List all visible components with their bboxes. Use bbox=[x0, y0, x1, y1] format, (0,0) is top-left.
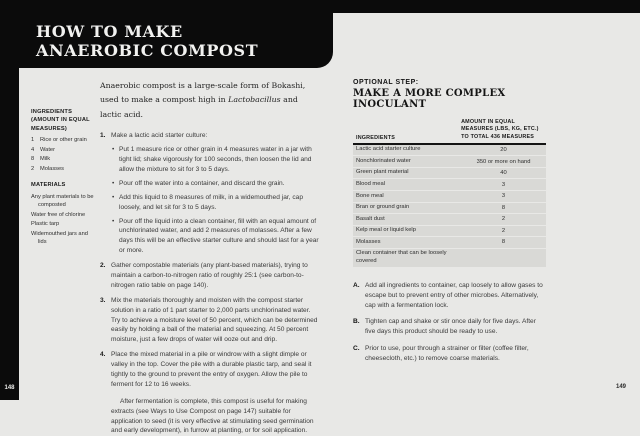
column-header-ingredients: INGREDIENTS bbox=[356, 134, 396, 141]
numbered-steps bbox=[100, 131, 319, 389]
page-title bbox=[36, 23, 333, 61]
material-item: Water free of chlorine bbox=[31, 211, 86, 218]
bullet-item: • Put 1 measure rice or other grain in 4 measures water in a jar with tight lid; shake vigorously for 100 seconds, then loosen the lid and allow the mixture to sit for 3 to 5 days. bbox=[111, 145, 319, 175]
step-4 bbox=[100, 350, 319, 390]
ingredient-qty: 2 bbox=[31, 166, 35, 173]
step-1-bullets bbox=[111, 145, 319, 256]
table-row bbox=[353, 168, 546, 180]
table-row bbox=[353, 203, 546, 215]
ingredient-item bbox=[31, 155, 95, 163]
lettered-steps bbox=[353, 281, 546, 364]
ingredient-name: Molasses bbox=[40, 166, 65, 173]
cell-ingredient: Bran or ground grain bbox=[356, 204, 410, 211]
step-2 bbox=[100, 261, 319, 291]
page-title-line1: HOW TO MAKE bbox=[36, 22, 183, 41]
ingredient-item bbox=[31, 165, 95, 173]
ingredient-name: Milk bbox=[40, 156, 51, 163]
cell-ingredient: Kelp meal or liquid kelp bbox=[356, 227, 416, 234]
material-item: Plastic tarp bbox=[31, 221, 60, 228]
intro-text-pre: Anaerobic compost is a large-scale form of Bokashi, used to make a compost high in bbox=[100, 81, 306, 105]
ingredient-qty: 1 bbox=[31, 136, 35, 143]
ingredients-heading: INGREDIENTS (AMOUNT IN EQUAL MEASURES) bbox=[31, 109, 90, 132]
cell-ingredient: Basalt dust bbox=[356, 215, 385, 222]
page-title-line2: ANAEROBIC COMPOST bbox=[36, 40, 259, 60]
table-row bbox=[353, 179, 546, 191]
step-text: Tighten cap and shake or stir once daily for five days. After five days this product should be ready to use. bbox=[365, 318, 536, 336]
cell-amount: 8 bbox=[501, 239, 506, 246]
step-number: 3. bbox=[100, 296, 106, 304]
cell-amount: 350 or more on hand bbox=[476, 158, 531, 165]
cell-ingredient: Nonchlorinated water bbox=[356, 157, 411, 164]
cell-ingredient: Bone meal bbox=[356, 192, 384, 199]
step-text: Prior to use, pour through a strainer or filter (coffee filter, cheesecloth, etc.) to remove coarse materials. bbox=[365, 345, 529, 363]
step-number: 1. bbox=[100, 132, 106, 140]
ingredients-sidebar bbox=[31, 108, 95, 248]
ingredient-name: Water bbox=[40, 146, 55, 153]
closing-paragraph: After fermentation is complete, this compost is useful for making extracts (see Ways to Use Compost on page 147) suitable for application to seed (it is very effective at stimulating seed germination and early development), in furrow at planting, or for soil application. bbox=[111, 397, 314, 435]
cell-amount: 20 bbox=[500, 147, 507, 154]
table-header-row bbox=[353, 119, 546, 145]
cell-ingredient: Molasses bbox=[356, 238, 381, 245]
inoculant-table bbox=[353, 119, 546, 268]
step-text: Make a lactic acid starter culture: bbox=[111, 132, 208, 140]
cell-amount: 3 bbox=[501, 193, 506, 200]
optional-step-column bbox=[353, 79, 546, 371]
cell-amount: 40 bbox=[500, 170, 507, 177]
chapter-header bbox=[0, 0, 333, 68]
instructions-column bbox=[100, 79, 319, 436]
intro-text-post: and lactic acid. bbox=[100, 95, 298, 119]
step-letter: C. bbox=[353, 345, 360, 353]
table-row bbox=[353, 237, 546, 249]
material-item: Any plant materials to be composted bbox=[31, 193, 94, 208]
bullet-item: • Pour off the water into a container, and discard the grain. bbox=[111, 179, 319, 189]
intro-text-italic: Lactobacillus bbox=[228, 95, 281, 105]
optional-step-title: MAKE A MORE COMPLEX INOCULANT bbox=[353, 88, 506, 110]
cell-ingredient: Clean container that can be loosely covered bbox=[356, 250, 447, 264]
step-letter: A. bbox=[353, 281, 360, 289]
ingredient-name: Rice or other grain bbox=[40, 136, 87, 143]
step-number: 2. bbox=[100, 262, 106, 270]
cell-ingredient: Lactic acid starter culture bbox=[356, 146, 421, 153]
cell-amount: 3 bbox=[501, 181, 506, 188]
ingredient-qty: 8 bbox=[31, 156, 35, 163]
ingredient-item bbox=[31, 136, 95, 144]
material-item: Widemouthed jars and lids bbox=[31, 231, 88, 246]
table-row bbox=[353, 156, 546, 168]
cell-amount: 2 bbox=[501, 227, 506, 234]
bullet-item: • Pour off the liquid into a clean container, fill with an equal amount of unchlorinated water, and add 2 measures of molasses. After a few days this will be an effective starter culture and should last for a year or more. bbox=[111, 217, 319, 257]
table-row bbox=[353, 249, 546, 268]
step-text: Add all ingredients to container, cap loosely to allow gases to escape but to prevent entry of other microbes. Alternatively, cap with a fermentation lock. bbox=[365, 281, 543, 309]
materials-heading: MATERIALS bbox=[31, 182, 66, 189]
intro-paragraph bbox=[100, 79, 319, 122]
cell-ingredient: Green plant material bbox=[356, 169, 409, 176]
step-number: 4. bbox=[100, 351, 106, 359]
cell-amount: 2 bbox=[501, 216, 506, 223]
table-row bbox=[353, 214, 546, 226]
step-b bbox=[353, 317, 546, 337]
step-text: Gather compostable materials (any plant-based materials), trying to maintain a carbon-to-nitrogen ratio of roughly 25:1 (see carbon-to-nitrogen ratio table on page 140). bbox=[111, 262, 308, 289]
table-row bbox=[353, 226, 546, 238]
step-1 bbox=[100, 131, 319, 256]
ingredient-item bbox=[31, 146, 95, 154]
cell-ingredient: Blood meal bbox=[356, 180, 386, 187]
ingredient-qty: 4 bbox=[31, 146, 35, 153]
bullet-item: • Add this liquid to 8 measures of milk, in a widemouthed jar, cap loosely, and let sit for 3 to 5 days. bbox=[111, 193, 319, 213]
column-header-amount: AMOUNT IN EQUAL MEASURES (LBS, KG, ETC.) TO TOTAL 436 MEASURES bbox=[461, 119, 539, 140]
step-c bbox=[353, 344, 546, 364]
optional-step-label: OPTIONAL STEP: bbox=[353, 79, 419, 86]
page-number-left: 148 bbox=[4, 385, 15, 391]
cell-amount: 8 bbox=[501, 204, 506, 211]
step-a bbox=[353, 281, 546, 311]
step-text: Mix the materials thoroughly and moisten with the compost starter solution in a ratio of 1 part starter to 2,000 parts unchlorinated water. Try to achieve a moisture level of 50 percent, which can be determined easily by holding a ball of the material and squeezing. At 50 percent moisture, just a few drops of water will ooze out and drip. bbox=[111, 296, 318, 344]
table-row bbox=[353, 145, 546, 157]
step-text: Place the mixed material in a pile or windrow with a slight dimple or valley in the top. Cover the pile with a durable plastic tarp, and seal it tightly to the ground to prevent the entry of oxygen. Allow the pile to ferment for 12 to 16 weeks. bbox=[111, 351, 312, 388]
page-number-right: 149 bbox=[615, 384, 626, 390]
step-letter: B. bbox=[353, 318, 360, 326]
step-3 bbox=[100, 296, 319, 345]
table-row bbox=[353, 191, 546, 203]
